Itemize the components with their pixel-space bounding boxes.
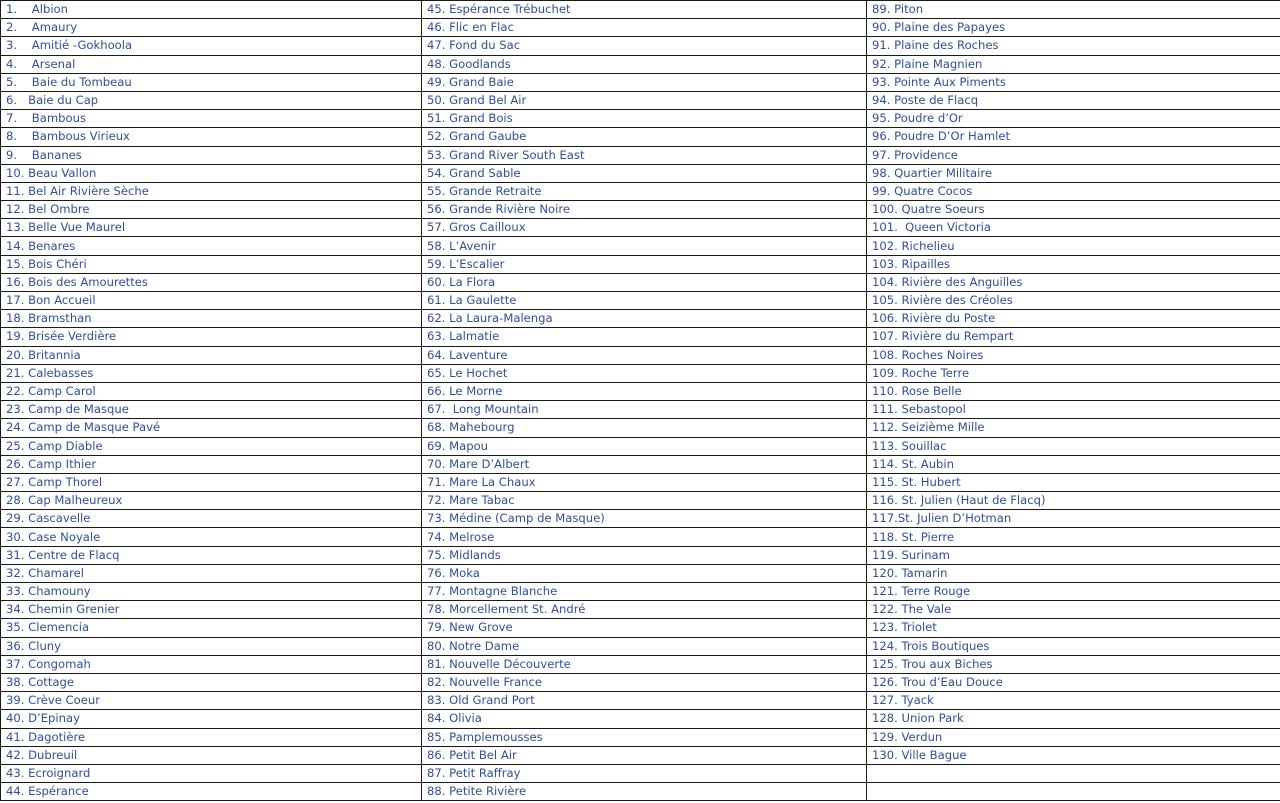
- list-item-col-1: 31. Centre de Flacq: [1, 546, 422, 564]
- table-row: [1, 128, 1280, 146]
- list-item-col-1: 19. Brisée Verdière: [1, 328, 422, 346]
- table-row: [1, 637, 1280, 655]
- table-row: [1, 346, 1280, 364]
- list-item-col-2: 74. Melrose: [422, 528, 867, 546]
- list-item-col-3: 103. Ripailles: [867, 255, 1280, 273]
- table-row: [1, 237, 1280, 255]
- list-item-col-2: 56. Grande Rivière Noire: [422, 201, 867, 219]
- table-row: [1, 673, 1280, 691]
- list-item-col-3: 123. Triolet: [867, 619, 1280, 637]
- list-item-col-2: 55. Grande Retraite: [422, 182, 867, 200]
- list-item-col-2: 51. Grand Bois: [422, 110, 867, 128]
- list-item-col-3: 121. Terre Rouge: [867, 583, 1280, 601]
- table-row: [1, 310, 1280, 328]
- list-item-col-2: 87. Petit Raffray: [422, 764, 867, 782]
- table-row: [1, 655, 1280, 673]
- list-item-col-3: 90. Plaine des Papayes: [867, 19, 1280, 37]
- list-item-col-2: 84. Olivia: [422, 710, 867, 728]
- list-item-col-3: 98. Quartier Militaire: [867, 164, 1280, 182]
- list-item-col-2: 73. Médine (Camp de Masque): [422, 510, 867, 528]
- list-item-col-2: 86. Petit Bel Air: [422, 746, 867, 764]
- list-item-col-1: 24. Camp de Masque Pavé: [1, 419, 422, 437]
- list-item-col-3: 107. Rivière du Rempart: [867, 328, 1280, 346]
- table-row: [1, 473, 1280, 491]
- list-item-col-3: 97. Providence: [867, 146, 1280, 164]
- list-item-col-1: 15. Bois Chéri: [1, 255, 422, 273]
- table-row: [1, 455, 1280, 473]
- list-item-col-2: 79. New Grove: [422, 619, 867, 637]
- list-item-col-2: 45. Espérance Trébuchet: [422, 1, 867, 19]
- village-list-body: [1, 1, 1280, 801]
- table-row: [1, 219, 1280, 237]
- list-item-col-2: 75. Midlands: [422, 546, 867, 564]
- list-item-col-2: 62. La Laura-Malenga: [422, 310, 867, 328]
- table-row: [1, 182, 1280, 200]
- table-row: [1, 528, 1280, 546]
- list-item-col-1: 29. Cascavelle: [1, 510, 422, 528]
- list-item-col-3: 94. Poste de Flacq: [867, 91, 1280, 109]
- list-item-col-3: 120. Tamarin: [867, 564, 1280, 582]
- list-item-col-1: 36. Cluny: [1, 637, 422, 655]
- list-item-col-2: 54. Grand Sable: [422, 164, 867, 182]
- list-item-col-3: 126. Trou d’Eau Douce: [867, 673, 1280, 691]
- list-item-col-2: 47. Fond du Sac: [422, 37, 867, 55]
- list-item-col-2: 68. Mahebourg: [422, 419, 867, 437]
- list-item-col-1: 7. Bambous: [1, 110, 422, 128]
- list-item-col-2: 82. Nouvelle France: [422, 673, 867, 691]
- list-item-col-1: 33. Chamouny: [1, 583, 422, 601]
- table-row: [1, 73, 1280, 91]
- list-item-col-1: 32. Chamarel: [1, 564, 422, 582]
- list-item-col-1: 17. Bon Accueil: [1, 292, 422, 310]
- table-row: [1, 437, 1280, 455]
- list-item-col-2: 76. Moka: [422, 564, 867, 582]
- list-item-col-1: 42. Dubreuil: [1, 746, 422, 764]
- list-item-col-3: 113. Souillac: [867, 437, 1280, 455]
- list-item-col-1: 9. Bananes: [1, 146, 422, 164]
- table-row: [1, 91, 1280, 109]
- list-item-col-1: 26. Camp Ithier: [1, 455, 422, 473]
- table-row: [1, 201, 1280, 219]
- table-row: [1, 401, 1280, 419]
- list-item-col-2: 50. Grand Bel Air: [422, 91, 867, 109]
- table-row: [1, 601, 1280, 619]
- list-item-col-3: 100. Quatre Soeurs: [867, 201, 1280, 219]
- list-item-col-2: 57. Gros Cailloux: [422, 219, 867, 237]
- list-item-col-2: 60. La Flora: [422, 273, 867, 291]
- list-item-col-2: 64. Laventure: [422, 346, 867, 364]
- list-item-col-3: 112. Seizième Mille: [867, 419, 1280, 437]
- list-item-col-1: 11. Bel Air Rivière Sèche: [1, 182, 422, 200]
- list-item-col-1: 38. Cottage: [1, 673, 422, 691]
- list-item-col-3: 108. Roches Noires: [867, 346, 1280, 364]
- list-item-col-3: 104. Rivière des Anguilles: [867, 273, 1280, 291]
- table-row: [1, 146, 1280, 164]
- list-item-col-2: 49. Grand Baie: [422, 73, 867, 91]
- list-item-col-2: 80. Notre Dame: [422, 637, 867, 655]
- list-item-col-3: 92. Plaine Magnien: [867, 55, 1280, 73]
- table-row: [1, 273, 1280, 291]
- table-row: [1, 692, 1280, 710]
- table-row: [1, 37, 1280, 55]
- list-item-col-3: 101. Queen Victoria: [867, 219, 1280, 237]
- list-item-col-3: 115. St. Hubert: [867, 473, 1280, 491]
- list-item-col-3: 109. Roche Terre: [867, 364, 1280, 382]
- list-item-col-1: 18. Bramsthan: [1, 310, 422, 328]
- list-item-col-1: 1. Albion: [1, 1, 422, 19]
- table-row: [1, 492, 1280, 510]
- table-row: [1, 55, 1280, 73]
- list-item-col-2: 88. Petite Rivière: [422, 783, 867, 801]
- table-row: [1, 764, 1280, 782]
- list-item-col-3: 105. Rivière des Créoles: [867, 292, 1280, 310]
- table-row: [1, 382, 1280, 400]
- list-item-col-1: 2. Amaury: [1, 19, 422, 37]
- list-item-col-2: 85. Pamplemousses: [422, 728, 867, 746]
- list-item-col-1: 21. Calebasses: [1, 364, 422, 382]
- list-item-col-1: 35. Clemencia: [1, 619, 422, 637]
- list-item-col-1: 37. Congomah: [1, 655, 422, 673]
- list-item-col-1: 40. D’Epinay: [1, 710, 422, 728]
- table-row: [1, 546, 1280, 564]
- list-item-col-1: 44. Espérance: [1, 783, 422, 801]
- table-row: [1, 328, 1280, 346]
- table-row: [1, 255, 1280, 273]
- list-item-col-2: 83. Old Grand Port: [422, 692, 867, 710]
- list-item-col-1: 4. Arsenal: [1, 55, 422, 73]
- list-item-col-1: 30. Case Noyale: [1, 528, 422, 546]
- list-item-col-1: 27. Camp Thorel: [1, 473, 422, 491]
- list-item-col-1: 25. Camp Diable: [1, 437, 422, 455]
- list-item-col-1: 28. Cap Malheureux: [1, 492, 422, 510]
- list-item-col-3: 110. Rose Belle: [867, 382, 1280, 400]
- list-item-col-2: 66. Le Morne: [422, 382, 867, 400]
- table-row: [1, 510, 1280, 528]
- list-item-col-3: 111. Sebastopol: [867, 401, 1280, 419]
- list-item-col-3: 129. Verdun: [867, 728, 1280, 746]
- table-row: [1, 564, 1280, 582]
- list-item-col-2: 67. Long Mountain: [422, 401, 867, 419]
- list-item-col-2: 48. Goodlands: [422, 55, 867, 73]
- list-item-col-3: 91. Plaine des Roches: [867, 37, 1280, 55]
- table-row: [1, 419, 1280, 437]
- list-item-col-3: 99. Quatre Cocos: [867, 182, 1280, 200]
- list-item-col-3: 93. Pointe Aux Piments: [867, 73, 1280, 91]
- table-row: [1, 583, 1280, 601]
- list-item-col-3: 95. Poudre d’Or: [867, 110, 1280, 128]
- list-item-col-3: 124. Trois Boutiques: [867, 637, 1280, 655]
- list-item-col-3: 125. Trou aux Biches: [867, 655, 1280, 673]
- list-item-col-2: 52. Grand Gaube: [422, 128, 867, 146]
- table-row: [1, 1, 1280, 19]
- table-row: [1, 110, 1280, 128]
- list-item-col-3: 127. Tyack: [867, 692, 1280, 710]
- list-item-col-1: 10. Beau Vallon: [1, 164, 422, 182]
- list-item-col-1: 20. Britannia: [1, 346, 422, 364]
- list-item-col-2: 77. Montagne Blanche: [422, 583, 867, 601]
- list-item-col-3: [867, 764, 1280, 782]
- table-row: [1, 728, 1280, 746]
- table-row: [1, 783, 1280, 801]
- table-row: [1, 710, 1280, 728]
- table-row: [1, 364, 1280, 382]
- list-item-col-1: 16. Bois des Amourettes: [1, 273, 422, 291]
- list-item-col-1: 43. Ecroignard: [1, 764, 422, 782]
- list-item-col-1: 41. Dagotière: [1, 728, 422, 746]
- list-item-col-3: 128. Union Park: [867, 710, 1280, 728]
- list-item-col-3: 116. St. Julien (Haut de Flacq): [867, 492, 1280, 510]
- list-item-col-3: 114. St. Aubin: [867, 455, 1280, 473]
- list-item-col-1: 23. Camp de Masque: [1, 401, 422, 419]
- list-item-col-1: 34. Chemin Grenier: [1, 601, 422, 619]
- table-row: [1, 164, 1280, 182]
- list-item-col-1: 3. Amitié -Gokhoola: [1, 37, 422, 55]
- list-item-col-2: 61. La Gaulette: [422, 292, 867, 310]
- list-item-col-2: 59. L’Escalier: [422, 255, 867, 273]
- list-item-col-2: 78. Morcellement St. André: [422, 601, 867, 619]
- list-item-col-2: 53. Grand River South East: [422, 146, 867, 164]
- list-item-col-2: 71. Mare La Chaux: [422, 473, 867, 491]
- list-item-col-2: 81. Nouvelle Découverte: [422, 655, 867, 673]
- list-item-col-3: 130. Ville Bague: [867, 746, 1280, 764]
- list-item-col-1: 14. Benares: [1, 237, 422, 255]
- list-item-col-1: 13. Belle Vue Maurel: [1, 219, 422, 237]
- list-item-col-2: 58. L’Avenir: [422, 237, 867, 255]
- list-item-col-3: 102. Richelieu: [867, 237, 1280, 255]
- list-item-col-2: 69. Mapou: [422, 437, 867, 455]
- list-item-col-2: 72. Mare Tabac: [422, 492, 867, 510]
- list-item-col-2: 70. Mare D’Albert: [422, 455, 867, 473]
- list-item-col-3: 119. Surinam: [867, 546, 1280, 564]
- list-item-col-1: 39. Crève Coeur: [1, 692, 422, 710]
- list-item-col-1: 6. Baie du Cap: [1, 91, 422, 109]
- list-item-col-1: 5. Baie du Tombeau: [1, 73, 422, 91]
- list-item-col-3: 96. Poudre D’Or Hamlet: [867, 128, 1280, 146]
- list-item-col-2: 63. Lalmatie: [422, 328, 867, 346]
- table-row: [1, 19, 1280, 37]
- list-item-col-3: 106. Rivière du Poste: [867, 310, 1280, 328]
- list-item-col-2: 46. Flic en Flac: [422, 19, 867, 37]
- list-item-col-3: 89. Piton: [867, 1, 1280, 19]
- list-item-col-3: [867, 783, 1280, 801]
- list-item-col-1: 22. Camp Carol: [1, 382, 422, 400]
- table-row: [1, 619, 1280, 637]
- list-item-col-3: 118. St. Pierre: [867, 528, 1280, 546]
- list-item-col-2: 65. Le Hochet: [422, 364, 867, 382]
- table-row: [1, 746, 1280, 764]
- list-item-col-3: 122. The Vale: [867, 601, 1280, 619]
- list-item-col-1: 8. Bambous Virieux: [1, 128, 422, 146]
- list-item-col-1: 12. Bel Ombre: [1, 201, 422, 219]
- list-item-col-3: 117.St. Julien D’Hotman: [867, 510, 1280, 528]
- table-row: [1, 292, 1280, 310]
